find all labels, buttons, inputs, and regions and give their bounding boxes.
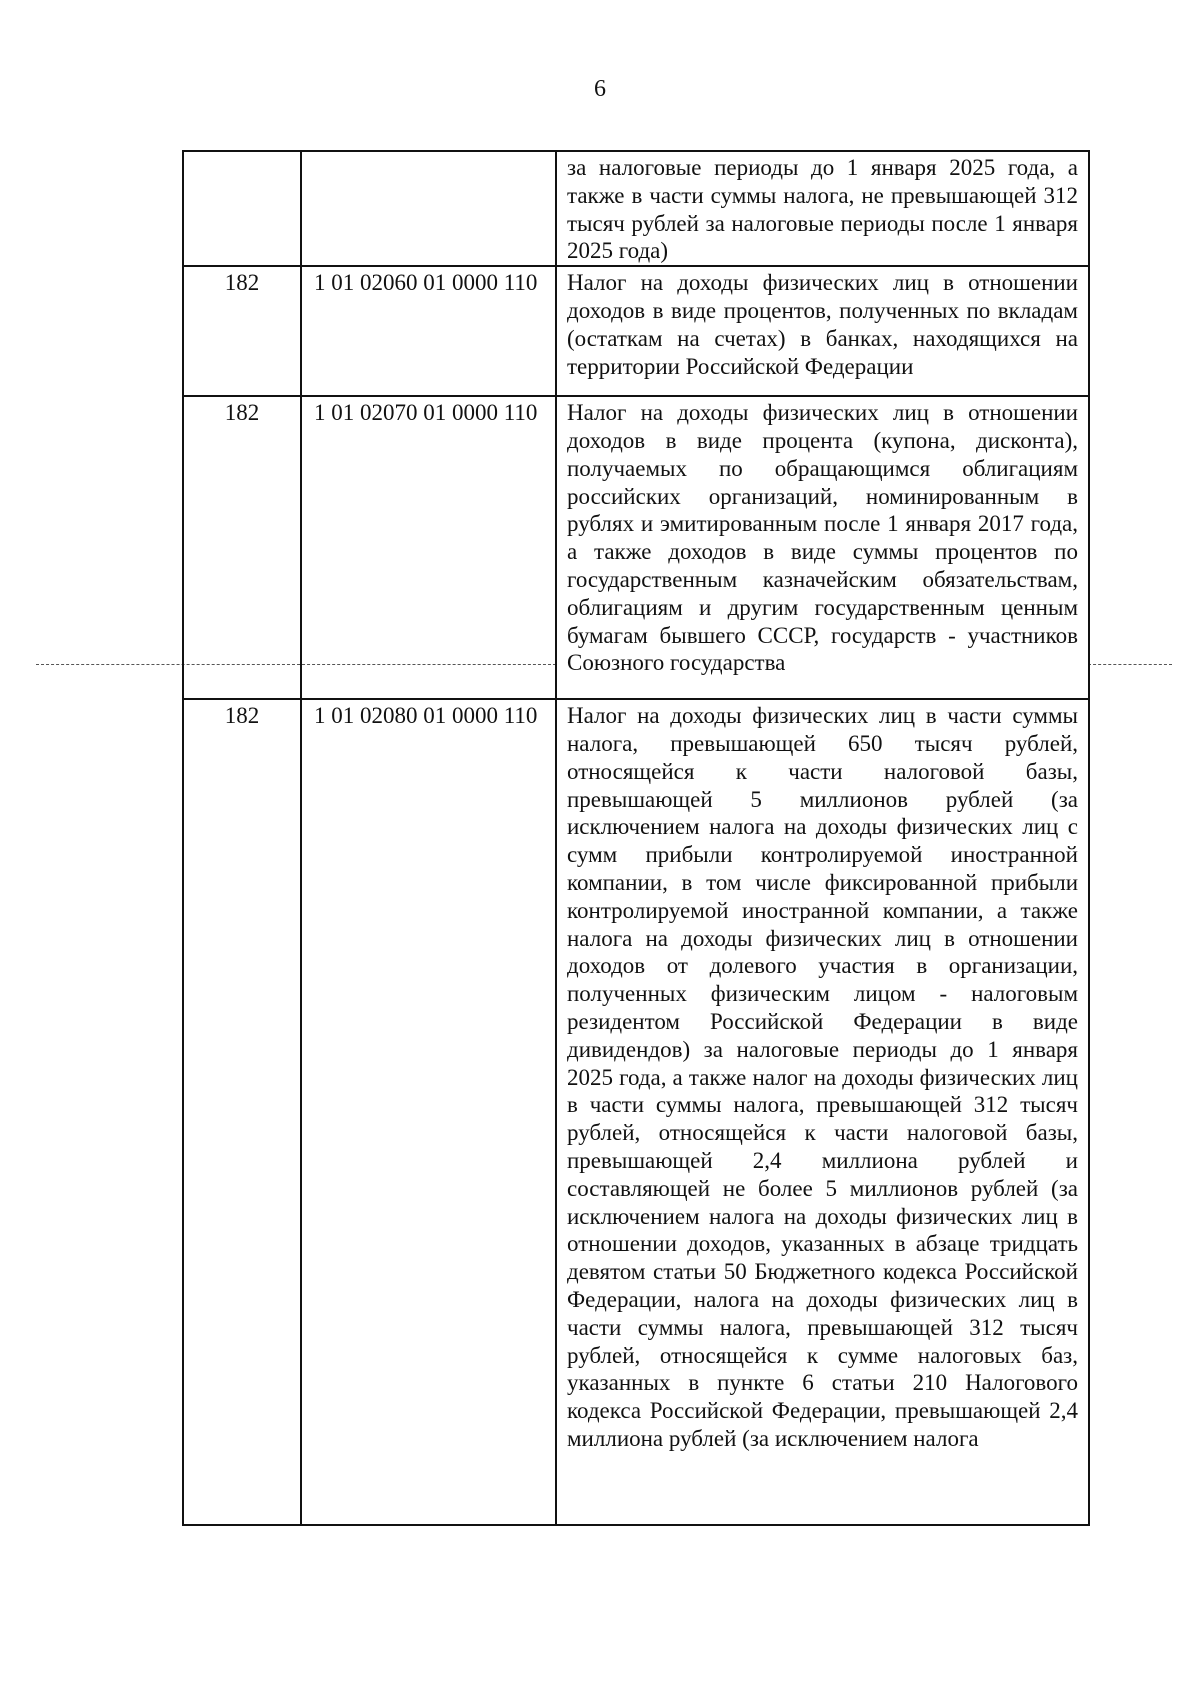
table-row bbox=[183, 151, 1089, 266]
budget-classification-table bbox=[182, 150, 1090, 1526]
income-name-cell: Налог на доходы физических лиц в отношении доходов в виде процента (купона, дисконта), получаемых по обращающимся облигациям российских организаций, номинированным в рублях и эмитированным после 1 января 2017 года, а также доходов в виде суммы процентов по государственным казначейским обязательствам, облигациям и другим государственным ценным бумагам бывшего СССР, государств - участников Союзного государства bbox=[556, 396, 1089, 699]
kbk-code-cell: 1 01 02060 01 0000 110 bbox=[301, 266, 556, 396]
page-number: 6 bbox=[594, 76, 606, 102]
admin-code-cell: 182 bbox=[183, 266, 301, 396]
table-row bbox=[183, 396, 1089, 699]
scan-artifact-line-right bbox=[1088, 664, 1172, 665]
income-name-cell: Налог на доходы физических лиц в части суммы налога, превышающей 650 тысяч рублей, относящейся к части налоговой базы, превышающей 5 миллионов рублей (за исключением налога на доходы физических лиц с сумм прибыли контролируемой иностранной компании, в том числе фиксированной прибыли контролируемой иностранной компании, а также налога на доходы физических лиц в отношении доходов от долевого участия в организации, полученных физическим лицом - налоговым резидентом Российской Федерации в виде дивидендов) за налоговые периоды до 1 января 2025 года, а также налог на доходы физических лиц в части суммы налога, превышающей 312 тысяч рублей, относящейся к части налоговой базы, превышающей 2,4 миллиона рублей и составляющей не более 5 миллионов рублей (за исключением налога на доходы физических лиц в отношении доходов, указанных в абзаце тридцать девятом статьи 50 Бюджетного кодекса Российской Федерации, налога на доходы физических лиц в части суммы налога, превышающей 312 тысяч рублей, относящейся к сумме налоговых баз, указанных в пункте 6 статьи 210 Налогового кодекса Российской Федерации, превышающей 2,4 миллиона рублей (за исключением налога bbox=[556, 699, 1089, 1525]
table-row bbox=[183, 699, 1089, 1525]
kbk-code-cell: 1 01 02070 01 0000 110 bbox=[301, 396, 556, 699]
income-name-cell: за налоговые периоды до 1 января 2025 года, а также в части суммы налога, не превышающей 312 тысяч рублей за налоговые периоды после 1 января 2025 года) bbox=[556, 151, 1089, 266]
admin-code-cell: 182 bbox=[183, 699, 301, 1525]
kbk-code-cell: 1 01 02080 01 0000 110 bbox=[301, 699, 556, 1525]
income-name-cell: Налог на доходы физических лиц в отношении доходов в виде процентов, полученных по вкладам (остаткам на счетах) в банках, находящихся на территории Российской Федерации bbox=[556, 266, 1089, 396]
admin-code-cell: 182 bbox=[183, 396, 301, 699]
kbk-code-cell bbox=[301, 151, 556, 266]
admin-code-cell bbox=[183, 151, 301, 266]
table-row bbox=[183, 266, 1089, 396]
